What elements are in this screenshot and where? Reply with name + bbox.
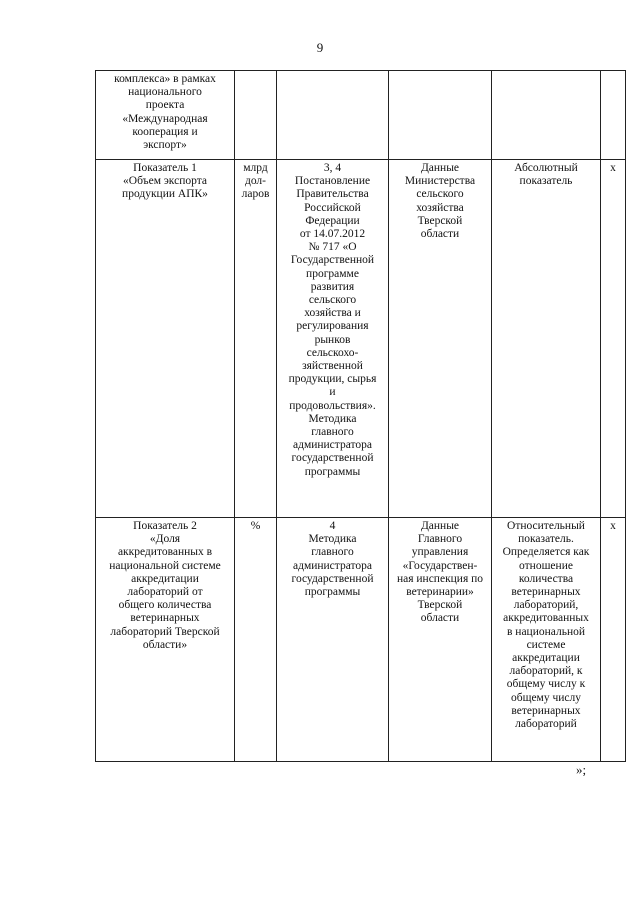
cell-text-line: аккредитованных <box>503 612 589 625</box>
cell-text-line: «Доля <box>149 533 181 546</box>
cell-text-line: зяйственной <box>302 360 363 373</box>
cell-text-line: ветеринарных <box>511 586 581 599</box>
cell-text-line: администратора <box>292 559 372 572</box>
cell-text-line: % <box>250 520 261 532</box>
cell-text-line: Данные <box>420 162 460 174</box>
table-cell <box>492 518 601 762</box>
cell-text-line: национальной системе <box>109 559 221 572</box>
cell-text-line: лабораторий, к <box>509 665 583 678</box>
cell-text-line: сельского <box>416 188 464 201</box>
cell-text-line: Методика <box>308 412 357 425</box>
cell-text-line: аккредитации <box>512 652 580 665</box>
cell-text-line: кооперация и <box>132 125 198 138</box>
table-cell <box>601 518 626 762</box>
cell-text-line: системе <box>526 638 566 651</box>
table-cell <box>235 160 277 518</box>
table-cell <box>389 160 492 518</box>
cell-text-line: Тверской <box>417 214 463 227</box>
cell-text-line: Абсолютный <box>514 162 578 174</box>
closing-quote: »; <box>576 762 587 777</box>
cell-text-line: Российской <box>304 201 361 214</box>
table-cell <box>277 160 389 518</box>
table-cell <box>96 71 235 160</box>
table-cell <box>389 518 492 762</box>
cell-text-line: комплекса» в рамках <box>114 73 216 85</box>
cell-text-line: 3, 4 <box>323 162 342 174</box>
cell-text-line: лабораторий <box>515 718 577 731</box>
cell-text-line: программы <box>304 586 361 599</box>
cell-text-line: в национальной <box>506 625 586 638</box>
cell-text-line: проекта <box>145 99 185 112</box>
cell-text-line: ветеринарных <box>511 704 581 717</box>
cell-text-line: хозяйства <box>416 201 464 214</box>
cell-text-line: Тверской <box>417 599 463 612</box>
cell-text-line: Относительный <box>507 520 585 532</box>
table-cell <box>96 160 235 518</box>
cell-text-line: от 14.07.2012 <box>299 228 366 241</box>
cell-text-line: Федерации <box>305 214 360 227</box>
table-cell <box>601 160 626 518</box>
cell-text-line: Показатель 1 <box>133 162 197 174</box>
cell-text-line: № 717 «О <box>308 241 357 254</box>
cell-text-line: Постановление <box>294 175 371 188</box>
cell-text-line: лабораторий, <box>513 599 579 612</box>
table-cell <box>96 518 235 762</box>
table-cell <box>492 71 601 160</box>
cell-text-line: главного <box>311 546 354 559</box>
cell-text-line: продукции, сырья <box>288 373 377 386</box>
cell-text-line: «Международная <box>122 112 208 125</box>
cell-text-line: аккредитации <box>131 572 199 585</box>
cell-text-line: аккредитованных в <box>117 546 213 559</box>
cell-text-line: национального <box>128 86 202 99</box>
table-cell <box>277 518 389 762</box>
cell-text-line: х <box>610 520 616 532</box>
cell-text-line: ветеринарии» <box>406 586 474 599</box>
cell-text-line: развития <box>310 280 355 293</box>
cell-text-line: области <box>420 612 460 625</box>
table-cell <box>492 160 601 518</box>
cell-text-line: управления <box>411 546 469 559</box>
cell-text-line: администратора <box>292 439 372 452</box>
cell-text-line: и <box>329 386 336 399</box>
cell-text-line: экспорт» <box>143 139 187 152</box>
cell-text-line: сельского <box>308 294 357 307</box>
cell-text-line: Определяется как <box>502 546 590 559</box>
cell-text-line: Правительства <box>296 188 369 201</box>
cell-text-line: государственной <box>291 452 374 465</box>
cell-text-line: общего количества <box>118 599 212 612</box>
cell-text-line: «Государствен- <box>402 559 478 572</box>
table-cell <box>235 71 277 160</box>
cell-text-line: государственной <box>291 572 374 585</box>
table-row <box>96 71 626 160</box>
cell-text-line: 4 <box>329 520 336 532</box>
cell-text-line: млрд <box>243 162 268 174</box>
cell-text-line: программы <box>304 465 361 478</box>
cell-text-line: количества <box>518 572 574 585</box>
cell-text-line: общему числу <box>511 691 581 704</box>
cell-text-line: программе <box>306 267 359 280</box>
indicators-table <box>95 70 626 762</box>
cell-text-line: лабораторий от <box>127 586 203 599</box>
cell-text-line: регулирования <box>296 320 369 333</box>
cell-text-line: ветеринарных <box>130 612 200 625</box>
table-row <box>96 160 626 518</box>
cell-text-line: области <box>420 228 460 241</box>
cell-text-line: общему числу к <box>506 678 586 691</box>
cell-text-line: Методика <box>308 533 357 546</box>
table-cell <box>235 518 277 762</box>
cell-text-line: ная инспекция по <box>396 572 484 585</box>
cell-text-line: Государственной <box>290 254 375 267</box>
table-cell <box>389 71 492 160</box>
cell-text-line: сельскохо- <box>306 346 359 359</box>
cell-text-line: хозяйства и <box>304 307 361 320</box>
cell-text-line: главного <box>311 426 354 439</box>
cell-text-line: рынков <box>314 333 351 346</box>
cell-text-line: Министерства <box>404 175 476 188</box>
cell-text-line: Показатель 2 <box>133 520 197 532</box>
cell-text-line: отношение <box>519 559 573 572</box>
table-cell <box>277 71 389 160</box>
cell-text-line: ларов <box>241 188 270 201</box>
table-cell <box>601 71 626 160</box>
cell-text-line: показатель <box>519 175 573 188</box>
cell-text-line: области» <box>142 638 188 651</box>
cell-text-line: продукции АПК» <box>122 188 208 201</box>
cell-text-line: Данные <box>420 520 460 532</box>
cell-text-line: «Объем экспорта <box>123 175 207 188</box>
cell-text-line: лабораторий Тверской <box>110 625 220 638</box>
cell-text-line: показатель. <box>518 533 574 546</box>
table-row <box>96 518 626 762</box>
page-number: 9 <box>316 40 324 55</box>
cell-text-line: дол- <box>244 175 267 188</box>
cell-text-line: продовольствия». <box>289 399 376 412</box>
cell-text-line: Главного <box>417 533 463 546</box>
cell-text-line: х <box>610 162 616 174</box>
